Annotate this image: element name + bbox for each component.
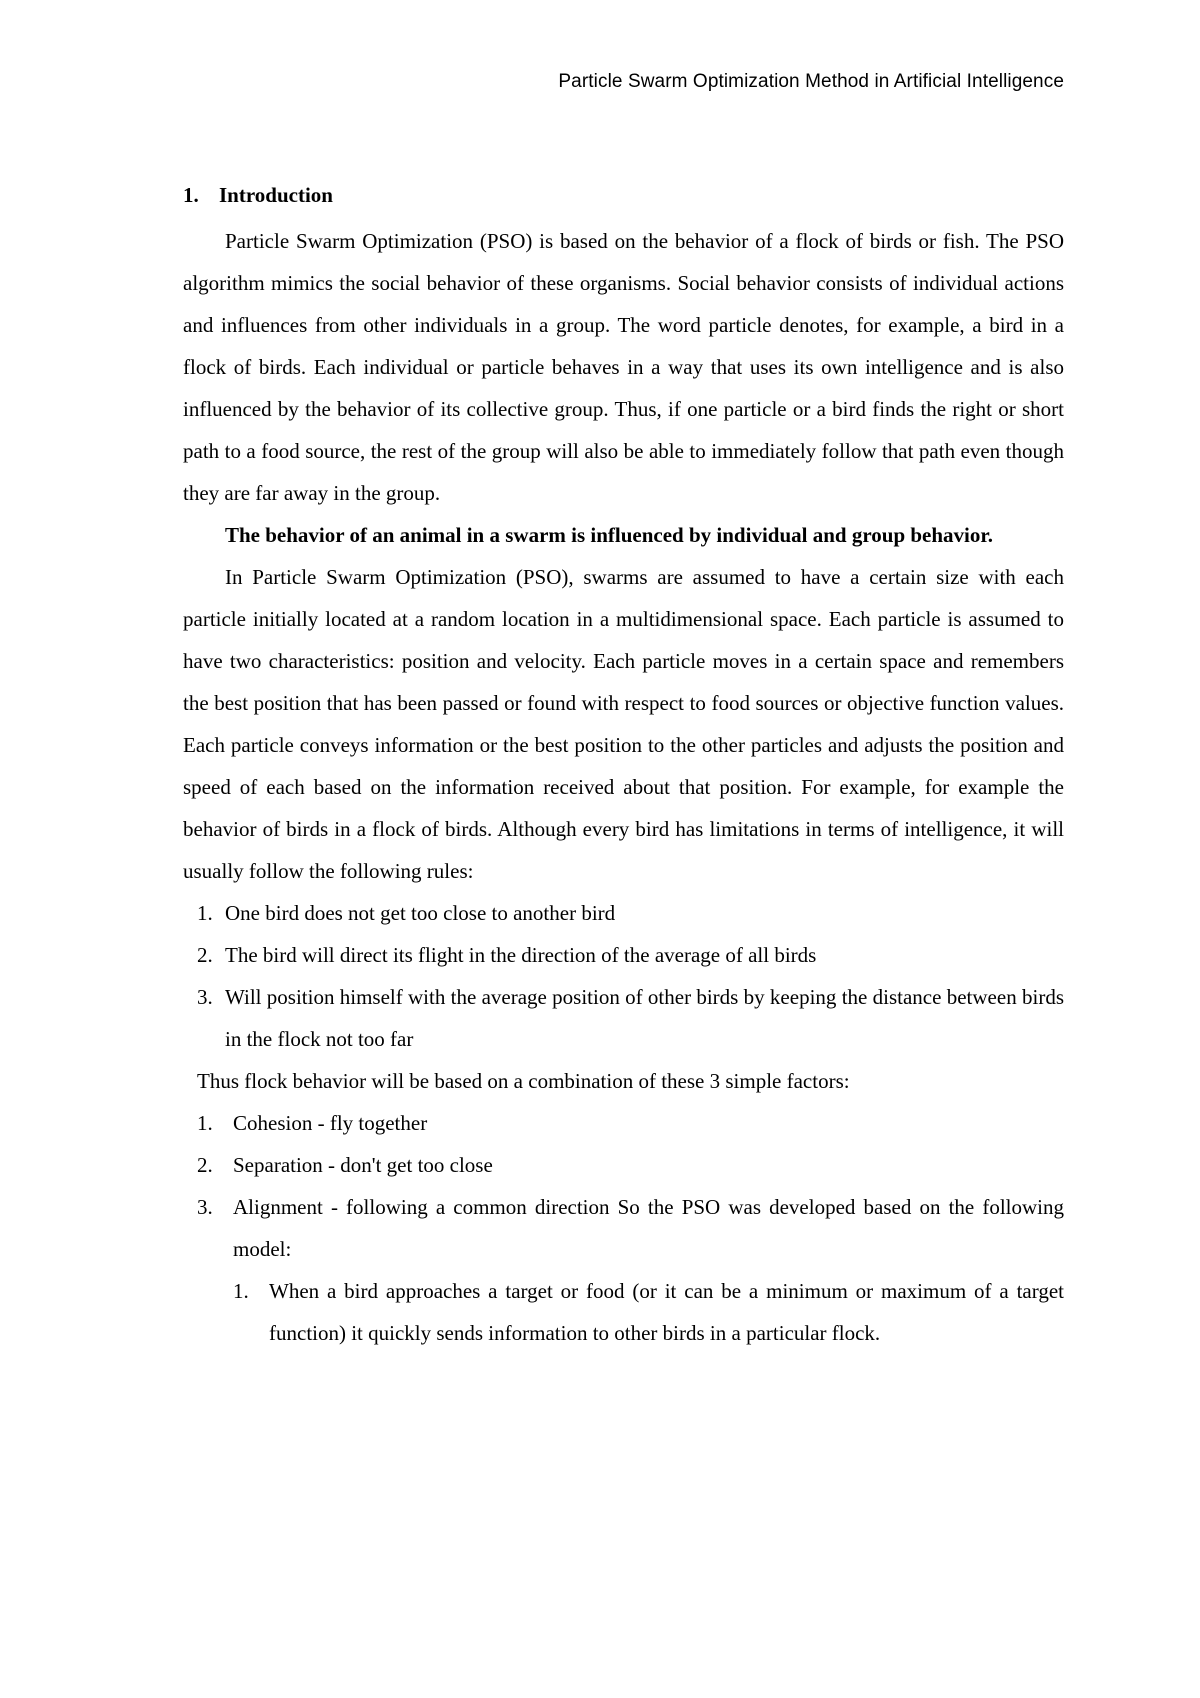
emphasis-paragraph: The behavior of an animal in a swarm is influenced by individual and group behavior.	[225, 523, 994, 547]
list-item	[183, 892, 1064, 934]
running-header: Particle Swarm Optimization Method in Artificial Intelligence	[558, 71, 1064, 92]
list-marker: 2.	[197, 1153, 213, 1177]
list-marker: 3.	[197, 985, 213, 1009]
list-marker: 1.	[197, 901, 213, 925]
list-item-text: When a bird approaches a target or food (or it can be a minimum or maximum of a target function) it quickly sends information to other birds in a particular flock.	[269, 1279, 1064, 1345]
list-item	[183, 934, 1064, 976]
section-number: 1.	[183, 183, 199, 207]
list-item-text: One bird does not get too close to another bird	[225, 901, 616, 925]
list-item	[183, 1144, 1064, 1186]
list-item-text: Cohesion - fly together	[233, 1111, 428, 1135]
intro-paragraph: Particle Swarm Optimization (PSO) is based on the behavior of a flock of birds or fish. The PSO algorithm mimics the social behavior of these organisms. Social behavior consists of individual actions and influences from other individuals in a group. The word particle denotes, for example, a bird in a flock of birds. Each individual or particle behaves in a way that uses its own intelligence and is also influenced by the behavior of its collective group. Thus, if one particle or a bird finds the right or short path to a food source, the rest of the group will also be able to immediately follow that path even though they are far away in the group.	[183, 229, 1064, 505]
model-list	[183, 1270, 1064, 1354]
section-heading	[183, 174, 1064, 216]
rules-list	[183, 892, 1064, 1060]
list-marker: 1.	[197, 1111, 213, 1135]
factors-list	[183, 1102, 1064, 1270]
list-item-text: Separation - don't get too close	[233, 1153, 493, 1177]
list-item	[183, 1186, 1064, 1270]
list-marker: 2.	[197, 943, 213, 967]
list-item	[183, 1270, 1064, 1354]
pso-description-paragraph: In Particle Swarm Optimization (PSO), swarms are assumed to have a certain size with each particle initially located at a random location in a multidimensional space. Each particle is assumed to have two characteristics: position and velocity. Each particle moves in a certain space and remembers the best position that has been passed or found with respect to food sources or objective function values. Each particle conveys information or the best position to the other particles and adjusts the position and speed of each based on the information received about that position. For example, for example the behavior of birds in a flock of birds. Although every bird has limitations in terms of intelligence, it will usually follow the following rules:	[183, 565, 1064, 883]
list-item	[183, 1102, 1064, 1144]
list-item-text: Will position himself with the average position of other birds by keeping the distance between birds in the flock not too far	[225, 985, 1064, 1051]
list-item	[183, 976, 1064, 1060]
factors-intro: Thus flock behavior will be based on a combination of these 3 simple factors:	[197, 1069, 850, 1093]
list-item-text: Alignment - following a common direction So the PSO was developed based on the following model:	[233, 1195, 1064, 1261]
document-body	[183, 174, 1064, 1354]
list-item-text: The bird will direct its flight in the direction of the average of all birds	[225, 943, 817, 967]
list-marker: 1.	[233, 1279, 249, 1303]
section-title: Introduction	[219, 183, 333, 207]
list-marker: 3.	[197, 1195, 213, 1219]
